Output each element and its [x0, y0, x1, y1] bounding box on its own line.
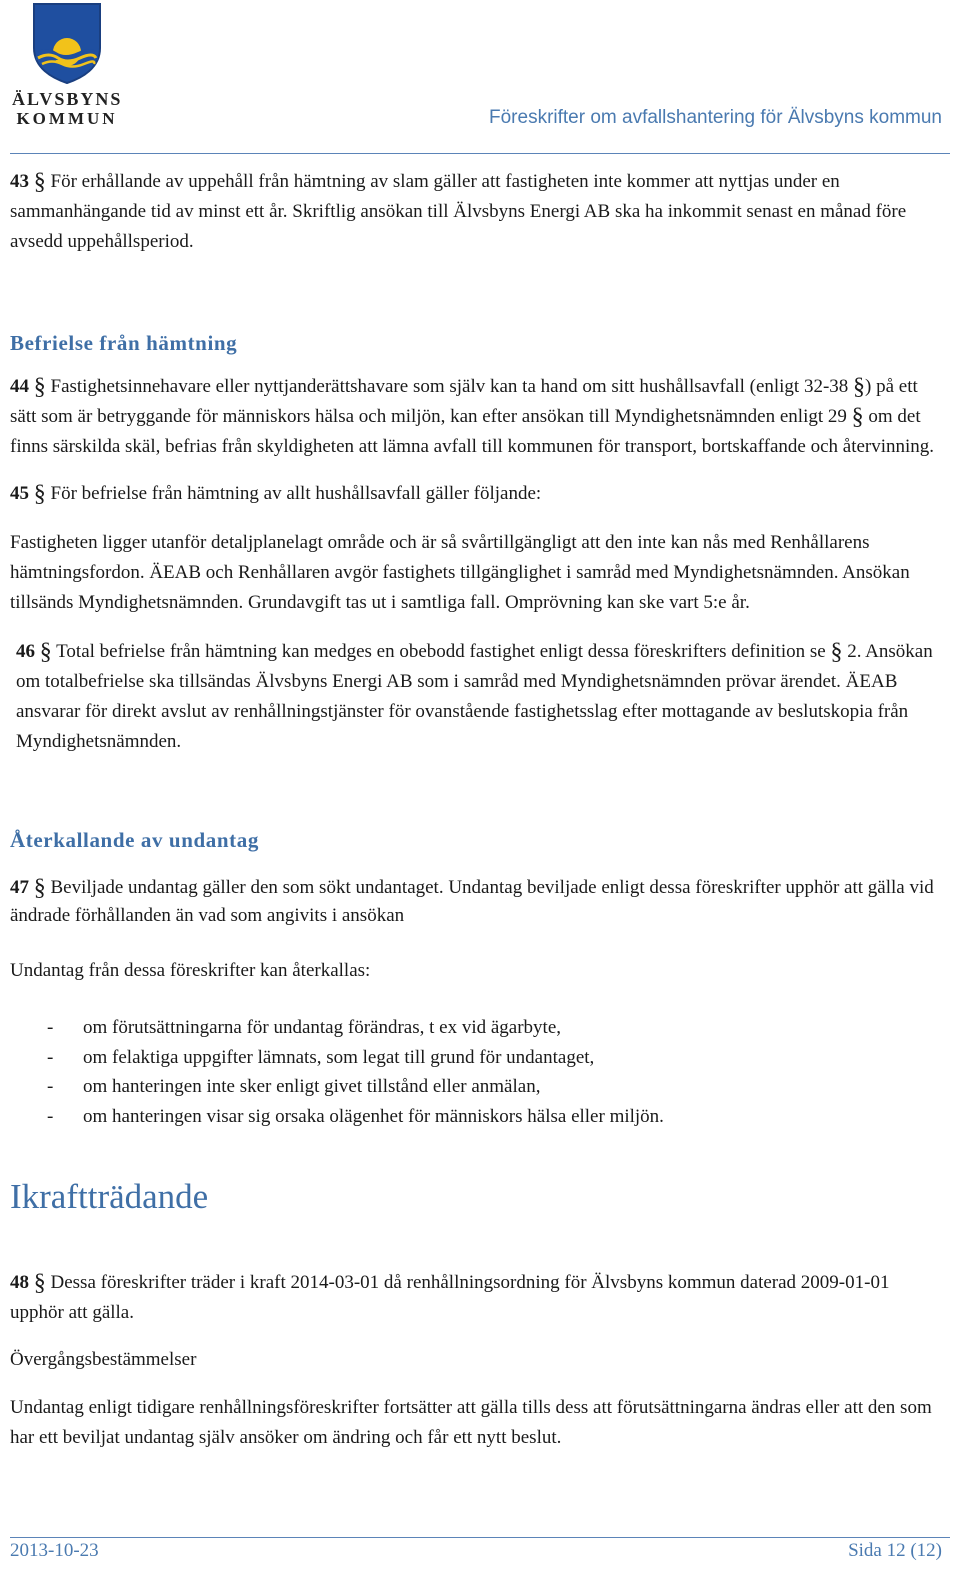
list-dash: -	[47, 1046, 54, 1068]
list-dash: -	[47, 1076, 54, 1097]
heading-ikrafttradande: Ikraftträdande	[10, 1177, 209, 1216]
paragraph-number: 43	[10, 171, 29, 192]
logo-line-1: ÄLVSBYNS	[12, 89, 123, 109]
section-symbol: §	[33, 374, 46, 400]
section-symbol: §	[33, 1270, 46, 1296]
paragraph-43	[10, 167, 940, 257]
list-item	[10, 1102, 940, 1132]
list-dash: -	[47, 1017, 54, 1038]
transition-text: Undantag enligt tidigare renhållningsföreskrifter fortsätter att gälla tills dess att förutsättningarna ändras eller att den som har ett beviljat undantag själv ansöker om ändring och får ett nytt beslut.	[10, 1397, 932, 1448]
section-symbol: §	[33, 875, 46, 901]
list-dash: -	[47, 1105, 54, 1127]
footer-divider	[10, 1537, 950, 1538]
paragraph-47	[10, 874, 940, 930]
paragraph-text: Fastighetsinnehavare eller nyttjanderättshavare som själv kan ta hand om sitt hushållsavfall (enligt 32-38	[45, 376, 854, 397]
paragraph-text: 2. Ansökan om totalbefrielse ska tillsändas Älvsbyns Energi AB som i samråd med Myndighetsnämnden prövar ärendet. ÄEAB ansvarar för direkt avslut av renhållningstjänster för ovanstående fastighetsslag efter mottagande av beslutskopia från Myndighetsnämnden.	[16, 641, 933, 752]
heading-befrielse: Befrielse från hämtning	[10, 331, 238, 355]
heading-aterkallande: Återkallande av undantag	[10, 828, 259, 852]
coat-of-arms-icon	[32, 2, 102, 84]
section-symbol: §	[830, 639, 843, 665]
section-symbol: §	[853, 374, 866, 400]
paragraph-text: För befrielse från hämtning av allt hushållsavfall gäller följande:	[45, 483, 542, 504]
municipality-logo	[12, 0, 122, 130]
section-symbol: §	[33, 169, 46, 195]
list-item-text: om förutsättningarna för undantag förändras, t ex vid ägarbyte,	[83, 1017, 562, 1038]
section-symbol: §	[33, 481, 46, 507]
footer-page-number: Sida 12 (12)	[848, 1540, 942, 1561]
paragraph-text: ) på ett sätt som är betryggande för människors hälsa och miljön, kan efter ansökan till Myndighetsnämnden enligt 29	[10, 376, 918, 427]
paragraph-text: För erhållande av uppehåll från hämtning av slam gäller att fastigheten inte kommer att nyttjas under en sammanhängande tid av minst ett år. Skriftlig ansökan till Älvsbyns Energi AB ska ha inkommit senast en månad före avsedd uppehållsperiod.	[10, 171, 907, 252]
header-divider	[10, 153, 950, 154]
list-item	[10, 1043, 940, 1073]
paragraph-text: Beviljade undantag gäller den som sökt undantaget. Undantag beviljade enligt dessa föreskrifter upphör att gälla vid ändrade förhållanden än vad som angivits i ansökan	[10, 877, 934, 926]
paragraph-45-body: Fastigheten ligger utanför detaljplanelagt område och är så svårtillgängligt att den inte kan nås med Renhållarens hämtningsfordon. ÄEAB och Renhållaren avgör fastighets tillgänglighet i samråd med Myndighetsnämnden. Ansökan tillsänds Myndighetsnämnden. Grundavgift tas ut i samtliga fall. Omprövning kan ske vart 5:e år.	[10, 532, 910, 613]
paragraph-number: 45	[10, 483, 29, 504]
section-symbol: §	[851, 404, 864, 430]
paragraph-45	[10, 479, 940, 509]
page-header	[0, 0, 960, 160]
document-body	[10, 163, 940, 1453]
paragraph-46	[10, 637, 940, 757]
paragraph-text: Total befrielse från hämtning kan medges en obebodd fastighet enligt dessa föreskrifters definition se	[51, 641, 831, 662]
list-item-text: om hanteringen inte sker enligt givet tillstånd eller anmälan,	[83, 1076, 541, 1097]
list-item	[10, 1072, 940, 1102]
revoke-list	[10, 1013, 940, 1131]
transition-heading: Övergångsbestämmelser	[10, 1349, 197, 1370]
logo-line-2: KOMMUN	[16, 109, 118, 128]
footer-date: 2013-10-23	[10, 1540, 99, 1561]
paragraph-number: 44	[10, 376, 29, 397]
paragraph-44	[10, 372, 940, 462]
list-item-text: om hanteringen visar sig orsaka olägenhet för människors hälsa eller miljön.	[83, 1105, 664, 1127]
paragraph-number: 47	[10, 877, 29, 898]
paragraph-text: Dessa föreskrifter träder i kraft 2014-03-01 då renhållningsordning för Älvsbyns kommun daterad 2009-01-01 upphör att gälla.	[10, 1272, 890, 1323]
paragraph-number: 48	[10, 1272, 29, 1293]
revoke-intro: Undantag från dessa föreskrifter kan återkallas:	[10, 960, 371, 981]
paragraph-text: om det finns särskilda skäl, befrias från skyldigheten att lämna avfall till kommunen för transport, bortskaffande och återvinning.	[10, 406, 935, 457]
paragraph-number: 46	[16, 641, 35, 662]
document-title: Föreskrifter om avfallshantering för Älvsbyns kommun	[489, 107, 942, 128]
paragraph-48	[10, 1268, 940, 1328]
section-symbol: §	[39, 639, 52, 665]
list-item-text: om felaktiga uppgifter lämnats, som legat till grund för undantaget,	[83, 1046, 595, 1068]
list-item	[10, 1013, 940, 1043]
